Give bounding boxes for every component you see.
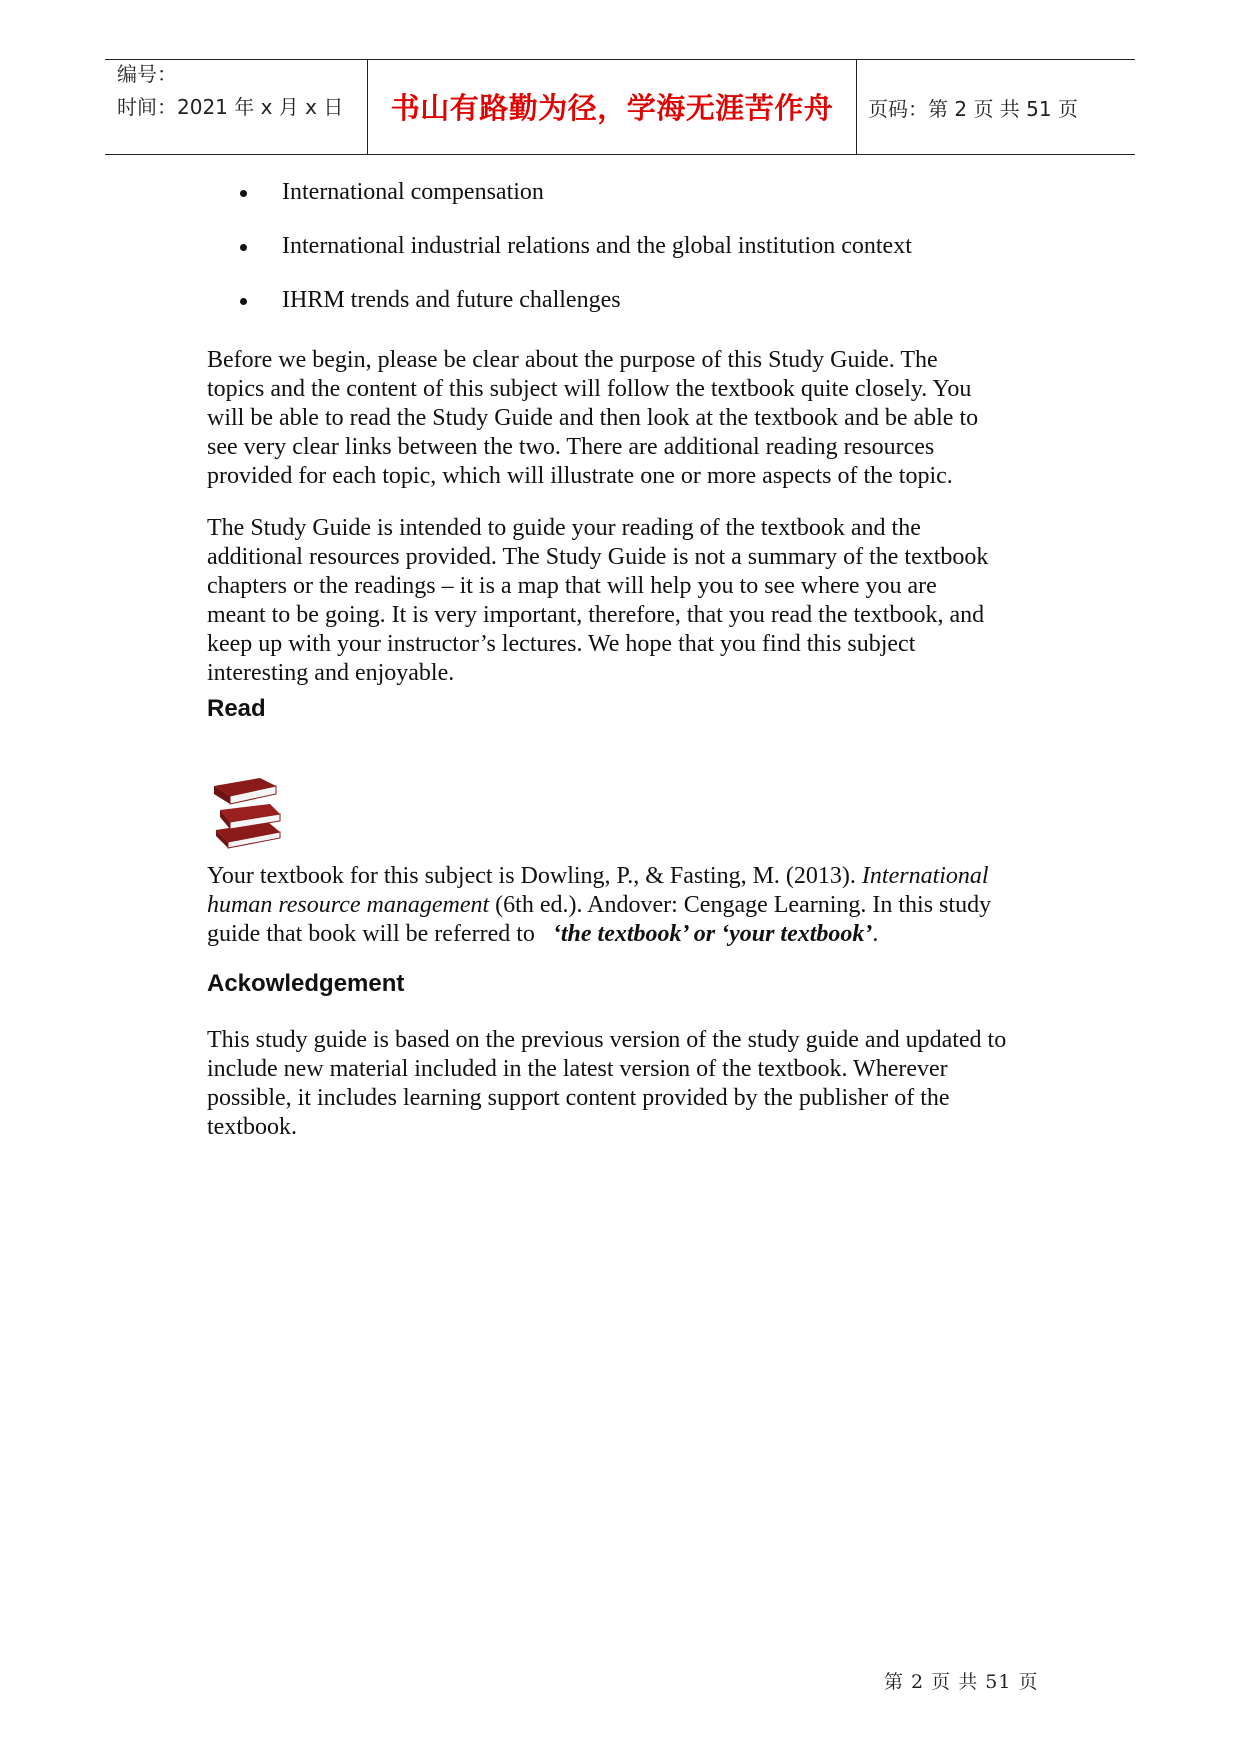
header-info-cell: [105, 60, 367, 154]
text-line: see very clear links between the two. There are additional reading resources: [207, 434, 935, 460]
text-line: keep up with your instructor’s lectures. We hope that you find this subject: [207, 631, 916, 657]
text-line: chapters or the readings – it is a map that will help you to see where you are: [207, 573, 937, 599]
purpose-paragraph: [207, 346, 1057, 491]
text-line: provided for each topic, which will illustrate one or more aspects of the topic.: [207, 463, 953, 489]
text-line: interesting and enjoyable.: [207, 660, 455, 686]
text-line: additional resources provided. The Study Guide is not a summary of the textbook: [207, 544, 989, 570]
text-line: Before we begin, please be clear about the purpose of this Study Guide. The: [207, 347, 938, 373]
textbook-reference: ‘the textbook’ or ‘your textbook’: [552, 921, 873, 947]
acknowledgement-heading: Ackowledgement: [207, 970, 405, 997]
text-line: meant to be going. It is very important, therefore, that you read the textbook, and: [207, 602, 985, 628]
text-line: [207, 891, 1057, 920]
textbook-text: .: [872, 921, 879, 947]
textbook-text: Your textbook for this subject is Dowling, P., & Fasting, M. (2013).: [207, 863, 862, 889]
textbook-text: (6th ed.). Andover: Cengage Learning. In this study: [489, 892, 992, 918]
textbook-title: International: [861, 863, 989, 889]
read-heading: Read: [207, 695, 266, 722]
number-label: 编号：: [117, 62, 177, 86]
text-line: The Study Guide is intended to guide your reading of the textbook and the: [207, 515, 921, 541]
text-line: [207, 920, 1057, 949]
text-line: textbook.: [207, 1114, 297, 1140]
text-line: This study guide is based on the previous version of the study guide and updated to: [207, 1027, 1007, 1053]
bullet-icon: [240, 190, 247, 197]
page-footer: 第 2 页 共 51 页: [884, 1671, 1039, 1693]
acknowledgement-paragraph: [207, 1026, 1057, 1142]
page-code: 页码：第 2 页 共 51 页: [868, 97, 1078, 121]
textbook-text: guide that book will be referred to: [207, 921, 553, 947]
header-motto: 书山有路勤为径，学海无涯苦作舟: [390, 91, 834, 125]
time-label: 时间：2021 年 x 月 x 日: [117, 95, 344, 119]
textbook-title: human resource management: [207, 892, 490, 918]
bullet-icon: [240, 298, 247, 305]
bullet-icon: [240, 244, 247, 251]
textbook-paragraph: [207, 862, 1057, 949]
books-icon: [210, 772, 286, 850]
list-item: [232, 178, 912, 206]
header-motto-cell: [367, 60, 857, 154]
list-item: [232, 286, 912, 314]
text-line: possible, it includes learning support content provided by the publisher of the: [207, 1085, 950, 1111]
list-item-text: IHRM trends and future challenges: [282, 287, 621, 313]
text-line: [207, 862, 1057, 891]
list-item-text: International compensation: [282, 179, 544, 205]
page-header: [105, 59, 1135, 155]
text-line: topics and the content of this subject will follow the textbook quite closely. You: [207, 376, 972, 402]
header-page-cell: [856, 60, 1135, 154]
list-item-text: International industrial relations and the global institution context: [282, 233, 912, 259]
study-guide-paragraph: [207, 514, 1057, 688]
topic-bullet-list: [232, 178, 912, 340]
list-item: [232, 232, 912, 260]
text-line: will be able to read the Study Guide and then look at the textbook and be able to: [207, 405, 979, 431]
text-line: include new material included in the latest version of the textbook. Wherever: [207, 1056, 948, 1082]
